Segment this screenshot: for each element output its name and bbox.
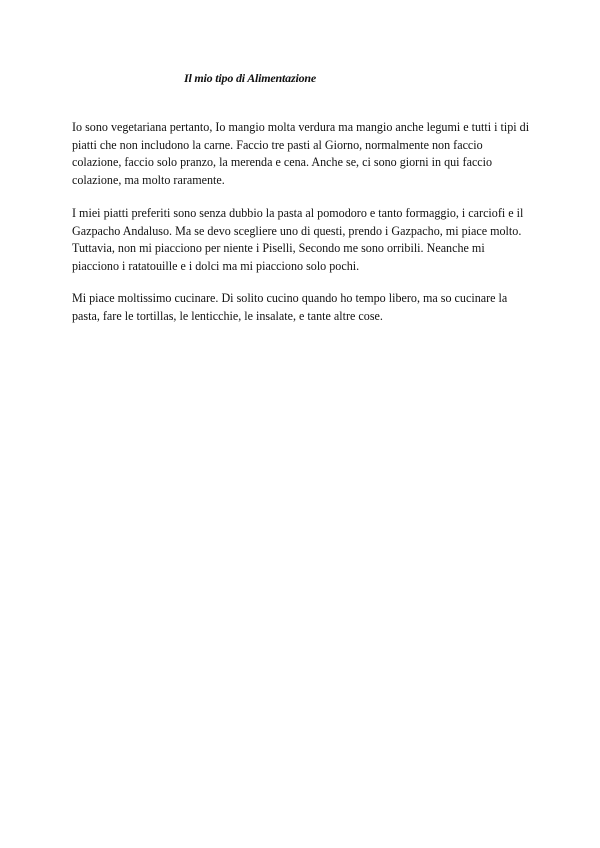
paragraph-diet: Io sono vegetariana pertanto, Io mangio molta verdura ma mangio anche legumi e tutti i tipi di piatti che non includono la carne. Faccio tre pasti al Giorno, normalmente non faccio colazione, faccio solo pranzo, la merenda e cena. Anche se, ci sono giorni in qui faccio colazione, ma molto raramente. [72, 120, 530, 187]
document-title: Il mio tipo di Alimentazione [184, 71, 316, 85]
paragraph-cooking: Mi piace moltissimo cucinare. Di solito cucino quando ho tempo libero, ma so cucinare la pasta, fare le tortillas, le lenticchie, le insalate, e tante altre cose. [72, 291, 508, 323]
paragraph-favorite-dishes: I miei piatti preferiti sono senza dubbio la pasta al pomodoro e tanto formaggio, i carciofi e il Gazpacho Andaluso. Ma se devo scegliere uno di questi, prendo i Gazpacho, mi piace molto. Tuttavia, non mi piacciono per niente i Piselli, Secondo me sono orribili. Neanche mi piacciono i ratatouille e i dolci ma mi piacciono solo pochi. [72, 206, 524, 273]
